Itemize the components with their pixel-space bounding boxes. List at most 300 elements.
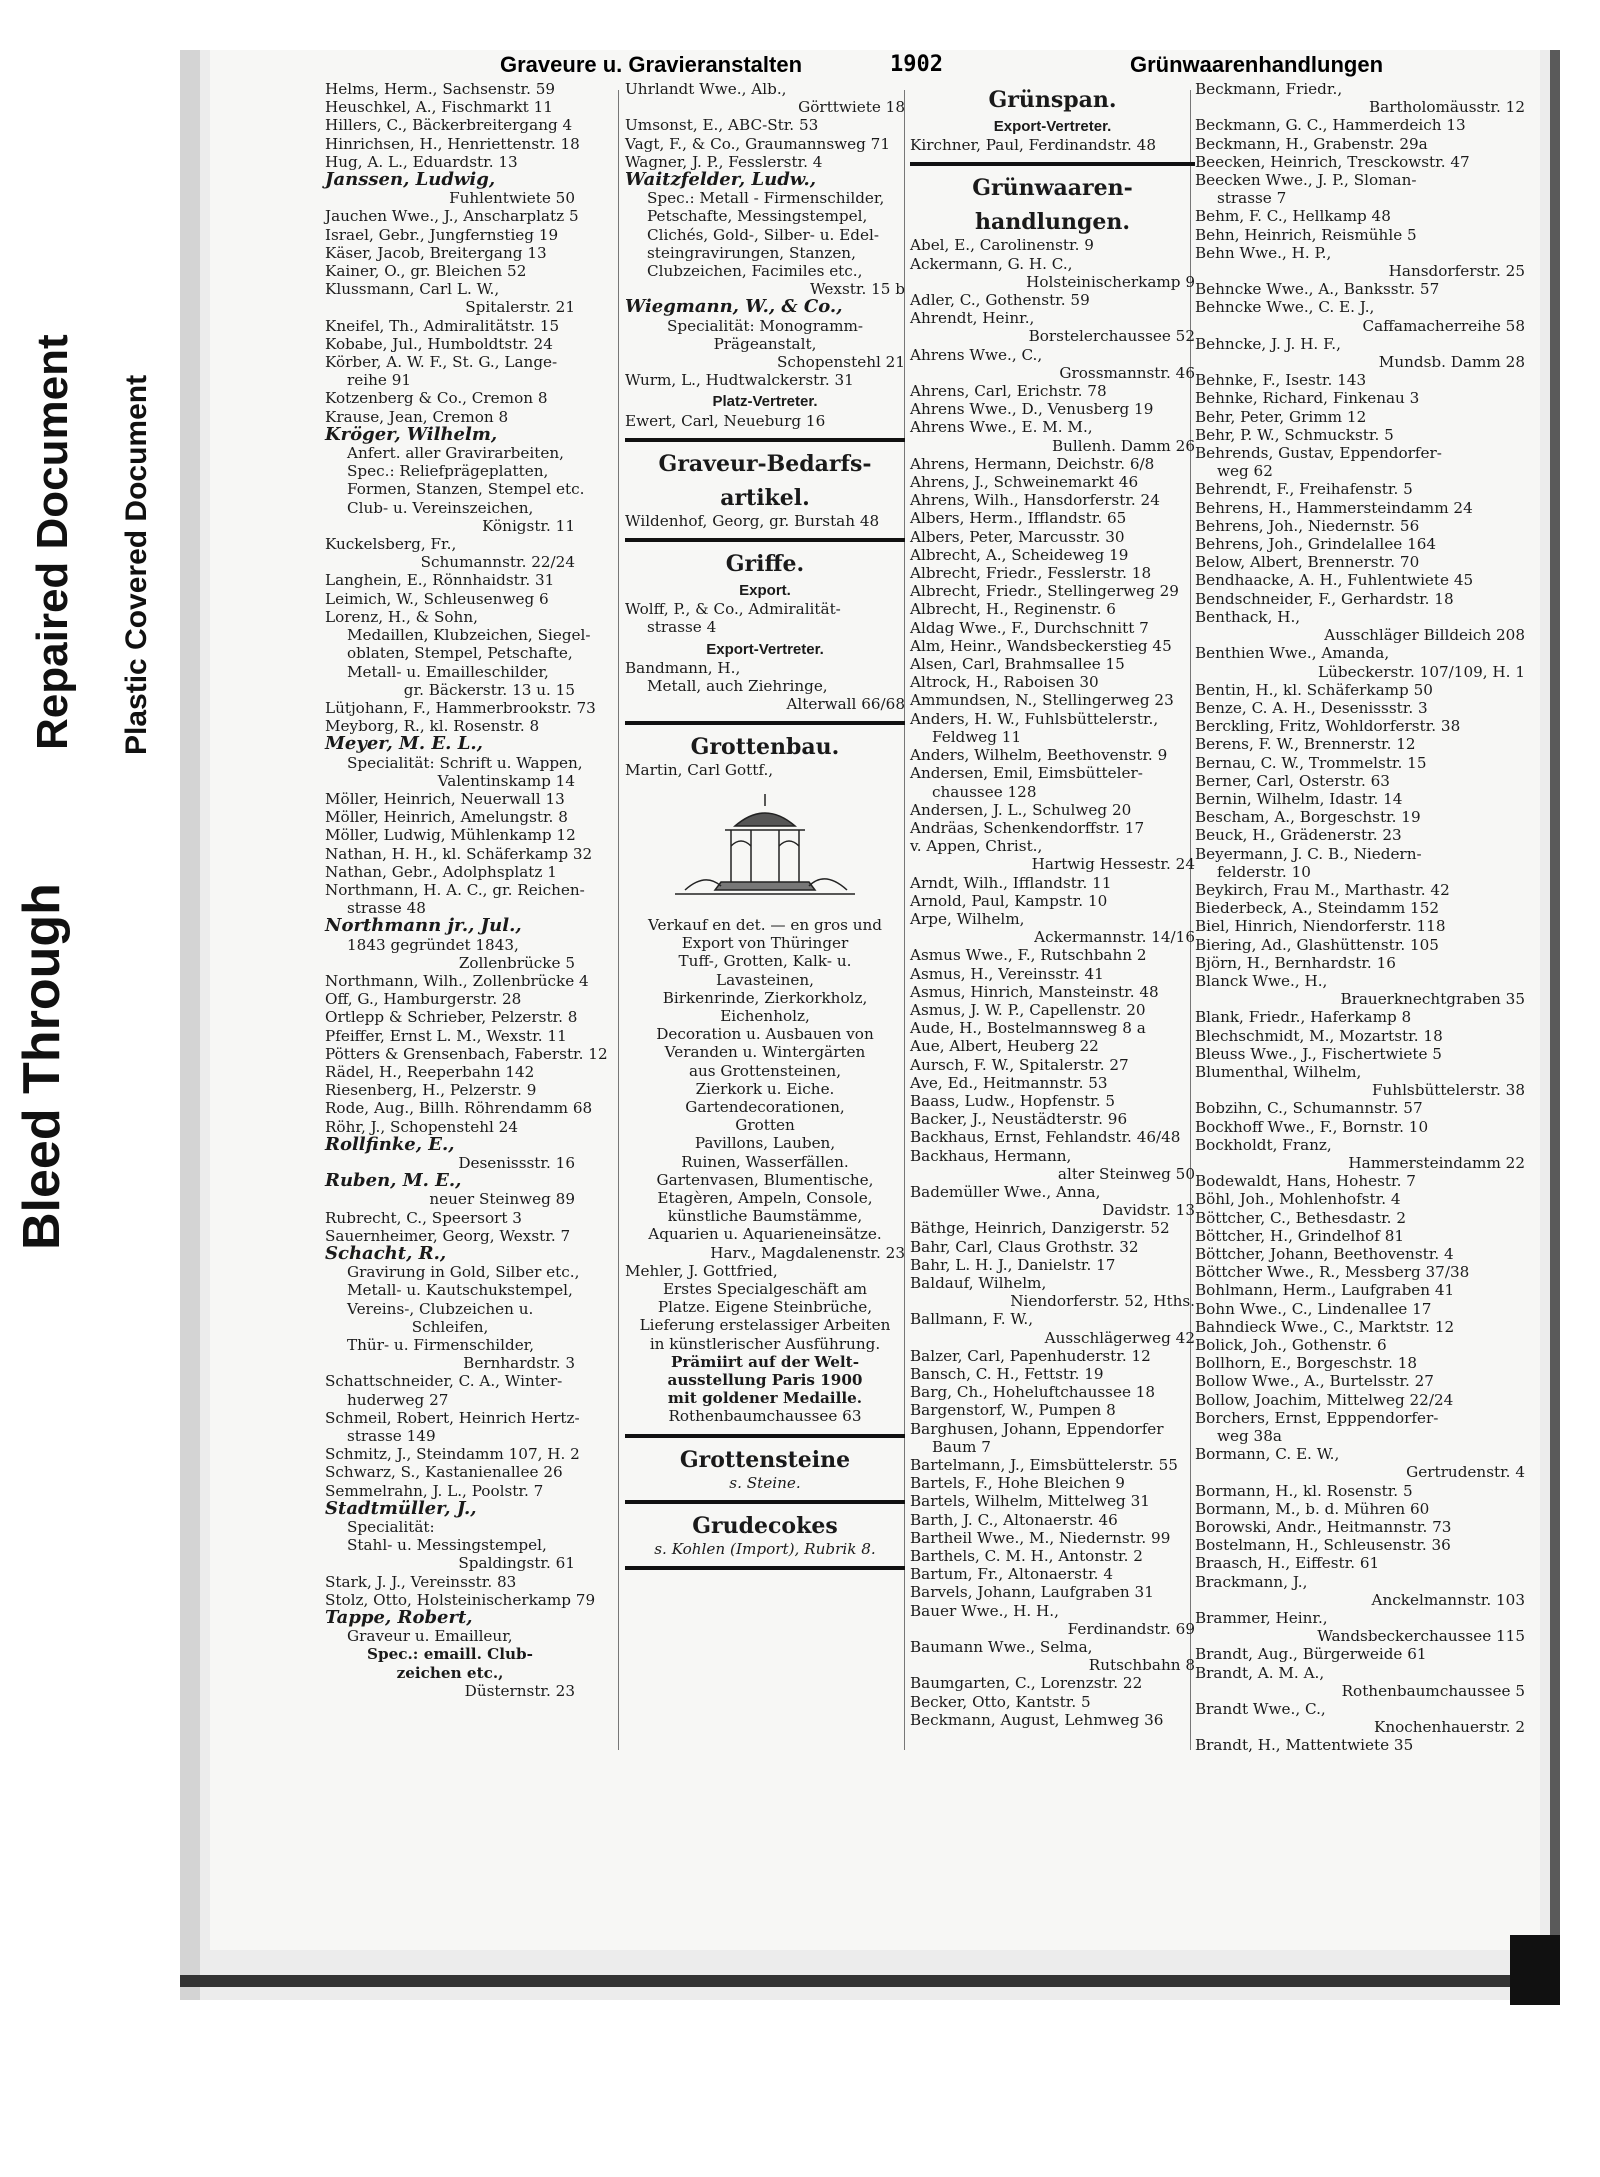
directory-line: Bauer Wwe., H. H., bbox=[910, 1601, 1059, 1620]
directory-line: Harv., Magdalenenstr. 23 bbox=[710, 1243, 905, 1262]
directory-line: Bolick, Joh., Gothenstr. 6 bbox=[1195, 1336, 1387, 1355]
directory-line: Benthack, H., bbox=[1195, 607, 1301, 626]
directory-line: Bartelmann, J., Eimsbüttelerstr. 55 bbox=[910, 1456, 1178, 1475]
directory-line: 1843 gegründet 1843, bbox=[347, 935, 519, 954]
directory-line: Beecken Wwe., J. P., Sloman- bbox=[1195, 171, 1417, 190]
directory-line: Ave, Ed., Heitmannstr. 53 bbox=[910, 1073, 1108, 1092]
directory-line: Pfeiffer, Ernst L. M., Wexstr. 11 bbox=[325, 1026, 567, 1045]
directory-line: Spec.: Metall - Firmenschilder, bbox=[647, 189, 885, 208]
directory-line: Behrendt, F., Freihafenstr. 5 bbox=[1195, 480, 1413, 499]
directory-line: Verkauf en det. — en gros und bbox=[647, 915, 883, 934]
directory-line: Brandt, H., Mattentwiete 35 bbox=[1195, 1736, 1414, 1755]
directory-line: Krause, Jean, Cremon 8 bbox=[325, 407, 509, 426]
directory-line: Petschafte, Messingstempel, bbox=[647, 207, 868, 226]
directory-line: Braasch, H., Eiffestr. 61 bbox=[1195, 1554, 1380, 1573]
directory-line: ausstellung Paris 1900 bbox=[667, 1370, 863, 1389]
directory-line: Knochenhauerstr. 2 bbox=[1374, 1718, 1525, 1737]
directory-line: Spec.: Reliefprägeplatten, bbox=[347, 462, 549, 481]
directory-line: Bleuss Wwe., J., Fischertwiete 5 bbox=[1195, 1044, 1442, 1063]
directory-line: steingravirungen, Stanzen, bbox=[647, 243, 856, 262]
directory-line: Andersen, Emil, Eimsbütteler- bbox=[910, 764, 1143, 783]
scan-edge bbox=[1550, 50, 1560, 2000]
directory-line: Semmelrahn, J. L., Poolstr. 7 bbox=[325, 1481, 544, 1500]
section-heading: Grottenbau. bbox=[690, 734, 840, 761]
directory-line: Ahrens Wwe., E. M. M., bbox=[910, 418, 1093, 437]
directory-line: Hansdorferstr. 25 bbox=[1388, 262, 1525, 281]
directory-line: Bendschneider, F., Gerhardstr. 18 bbox=[1195, 589, 1454, 608]
directory-line: Backhaus, Hermann, bbox=[910, 1146, 1072, 1165]
directory-line: Lavasteinen, bbox=[716, 970, 814, 989]
directory-line: Ewert, Carl, Neueburg 16 bbox=[625, 411, 826, 430]
directory-line: Baldauf, Wilhelm, bbox=[910, 1273, 1047, 1292]
directory-line: Behnke, Richard, Finkenau 3 bbox=[1195, 389, 1420, 408]
directory-line: Asmus, J. W. P., Capellenstr. 20 bbox=[910, 1000, 1146, 1019]
directory-line: neuer Steinweg 89 bbox=[429, 1190, 575, 1209]
directory-line: Northmann, H. A. C., gr. Reichen- bbox=[325, 880, 585, 899]
directory-line: Ahrens Wwe., D., Venusberg 19 bbox=[910, 400, 1154, 419]
directory-line: Club- u. Vereinszeichen, bbox=[347, 498, 534, 517]
directory-line: Lieferung erstelassiger Arbeiten bbox=[639, 1316, 891, 1335]
directory-line: Vagt, F., & Co., Graumannsweg 71 bbox=[625, 134, 890, 153]
column-rule bbox=[618, 90, 619, 1750]
directory-line: Bartheil Wwe., M., Niedernstr. 99 bbox=[910, 1528, 1171, 1547]
directory-line: Bandmann, H., bbox=[625, 658, 741, 677]
directory-line: Ahrens, Wilh., Hansdorferstr. 24 bbox=[910, 491, 1160, 510]
directory-line: Behn Wwe., H. P., bbox=[1195, 243, 1332, 262]
directory-line: Specialität: bbox=[347, 1518, 435, 1537]
directory-line: Veranden u. Wintergärten bbox=[664, 1043, 866, 1062]
directory-line: Asmus Wwe., F., Rutschbahn 2 bbox=[910, 946, 1147, 965]
directory-line: Uhrlandt Wwe., Alb., bbox=[625, 80, 787, 98]
directory-line: Rothenbaumchaussee 5 bbox=[1341, 1681, 1525, 1700]
directory-line: Baumgarten, C., Lorenzstr. 22 bbox=[910, 1674, 1143, 1693]
column-3 bbox=[910, 80, 1195, 1729]
directory-line: Alsen, Carl, Brahmsallee 15 bbox=[910, 655, 1125, 674]
directory-line: Biel, Hinrich, Niendorferstr. 118 bbox=[1195, 917, 1446, 936]
directory-line: Abel, E., Carolinenstr. 9 bbox=[910, 236, 1094, 255]
directory-line: Ahrendt, Heinr., bbox=[910, 309, 1035, 328]
directory-page bbox=[210, 50, 1540, 1950]
directory-line: Bollhorn, E., Borgeschstr. 18 bbox=[1195, 1354, 1418, 1373]
directory-line: Balzer, Carl, Papenhuderstr. 12 bbox=[910, 1346, 1151, 1365]
directory-line: Barg, Ch., Hoheluftchaussee 18 bbox=[910, 1383, 1156, 1402]
directory-line: Barghusen, Johann, Eppendorfer bbox=[910, 1419, 1164, 1438]
directory-line: Bohn Wwe., C., Lindenallee 17 bbox=[1195, 1299, 1432, 1318]
section-divider bbox=[625, 1566, 905, 1570]
directory-line: Fuhlsbüttelerstr. 38 bbox=[1371, 1081, 1525, 1100]
directory-line: Schacht, R., bbox=[325, 1243, 447, 1264]
directory-line: Bernhardstr. 3 bbox=[463, 1354, 575, 1373]
directory-line: Bostelmann, H., Schleusenstr. 36 bbox=[1195, 1536, 1451, 1555]
directory-line: Janssen, Ludwig, bbox=[325, 169, 496, 191]
section-heading: handlungen. bbox=[974, 209, 1130, 236]
directory-line: Röhr, J., Schopenstehl 24 bbox=[325, 1117, 519, 1136]
subsection-heading: Platz-Vertreter. bbox=[712, 393, 818, 411]
directory-line: Arnold, Paul, Kampstr. 10 bbox=[910, 891, 1108, 910]
directory-line: chaussee 128 bbox=[932, 782, 1037, 801]
directory-line: Clubzeichen, Facimiles etc., bbox=[647, 262, 863, 281]
directory-line: strasse 7 bbox=[1217, 189, 1287, 208]
directory-line: Schumannstr. 22/24 bbox=[420, 553, 575, 572]
directory-line: Wildenhof, Georg, gr. Burstah 48 bbox=[625, 511, 880, 530]
directory-line: Niendorferstr. 52, Hths. bbox=[1010, 1292, 1195, 1311]
directory-line: Grotten bbox=[735, 1116, 795, 1135]
directory-line: Platze. Eigene Steinbrüche, bbox=[657, 1298, 873, 1317]
directory-line: Baass, Ludw., Hopfenstr. 5 bbox=[910, 1091, 1116, 1110]
directory-line: Bormann, H., kl. Rosenstr. 5 bbox=[1195, 1481, 1413, 1500]
directory-line: Bollow Wwe., A., Burtelsstr. 27 bbox=[1195, 1372, 1434, 1391]
directory-line: Bahr, L. H. J., Danielstr. 17 bbox=[910, 1255, 1116, 1274]
directory-line: Metall- u. Kautschukstempel, bbox=[347, 1281, 573, 1300]
directory-line: Böhl, Joh., Mohlenhofstr. 4 bbox=[1195, 1190, 1401, 1209]
directory-line: Björn, H., Bernhardstr. 16 bbox=[1195, 953, 1396, 972]
directory-line: Böttcher, H., Grindelhof 81 bbox=[1195, 1226, 1405, 1245]
directory-line: strasse 48 bbox=[347, 899, 426, 918]
directory-line: Hillers, C., Bäckerbreitergang 4 bbox=[325, 116, 573, 135]
directory-line: Tappe, Robert, bbox=[325, 1607, 473, 1629]
directory-line: Metall, auch Ziehringe, bbox=[647, 677, 828, 696]
directory-line: strasse 149 bbox=[347, 1427, 436, 1446]
directory-line: Lorenz, H., & Sohn, bbox=[325, 607, 478, 626]
directory-line: Becker, Otto, Kantstr. 5 bbox=[910, 1692, 1091, 1711]
scan-bottom-edge bbox=[180, 1975, 1560, 1987]
directory-line: Beuck, H., Grädenerstr. 23 bbox=[1195, 826, 1402, 845]
directory-line: Beckmann, August, Lehmweg 36 bbox=[910, 1710, 1164, 1729]
directory-line: Bargenstorf, W., Pumpen 8 bbox=[910, 1401, 1116, 1420]
directory-line: Spaldingstr. 61 bbox=[458, 1554, 575, 1573]
directory-line: Behnke, F., Isestr. 143 bbox=[1195, 371, 1367, 390]
directory-line: Schmitz, J., Steindamm 107, H. 2 bbox=[325, 1445, 580, 1464]
directory-line: Borowski, Andr., Heitmannstr. 73 bbox=[1195, 1518, 1452, 1537]
directory-line: Tuff-, Grotten, Kalk- u. bbox=[678, 952, 852, 971]
directory-line: Lütjohann, F., Hammerbrookstr. 73 bbox=[325, 698, 596, 717]
directory-line: Rutschbahn 8 bbox=[1088, 1656, 1195, 1675]
column-2 bbox=[625, 80, 905, 1578]
directory-line: Biederbeck, A., Steindamm 152 bbox=[1195, 899, 1440, 918]
directory-line: Off, G., Hamburgerstr. 28 bbox=[325, 990, 522, 1009]
directory-line: Beckmann, G. C., Hammerdeich 13 bbox=[1195, 116, 1466, 135]
directory-line: Bademüller Wwe., Anna, bbox=[910, 1182, 1101, 1201]
directory-line: Zollenbrücke 5 bbox=[458, 953, 575, 972]
directory-line: Bohlmann, Herm., Laufgraben 41 bbox=[1195, 1281, 1455, 1300]
directory-line: Bernin, Wilhelm, Idastr. 14 bbox=[1195, 789, 1403, 808]
directory-line: Ackermannstr. 14/16 bbox=[1034, 928, 1195, 947]
directory-line: Klussmann, Carl L. W., bbox=[325, 280, 500, 299]
directory-line: Export von Thüringer bbox=[681, 934, 849, 953]
directory-line: Anders, Wilhelm, Beethovenstr. 9 bbox=[910, 746, 1168, 765]
directory-line: Wolff, P., & Co., Admiralität- bbox=[625, 600, 841, 619]
directory-line: Asmus, Hinrich, Mansteinstr. 48 bbox=[910, 982, 1159, 1001]
directory-line: Görttwiete 18 bbox=[798, 98, 905, 117]
directory-line: alter Steinweg 50 bbox=[1057, 1164, 1195, 1183]
directory-line: Böttcher, C., Bethesdastr. 2 bbox=[1195, 1208, 1406, 1227]
directory-line: Bernau, C. W., Trommelstr. 15 bbox=[1195, 753, 1427, 772]
directory-line: Berens, F. W., Brennerstr. 12 bbox=[1195, 735, 1416, 754]
directory-line: Bentin, H., kl. Schäferkamp 50 bbox=[1195, 680, 1433, 699]
directory-line: Langhein, E., Rönnhaidstr. 31 bbox=[325, 571, 555, 590]
directory-line: Wandsbeckerchaussee 115 bbox=[1317, 1627, 1525, 1646]
directory-line: Sauernheimer, Georg, Wexstr. 7 bbox=[325, 1226, 571, 1245]
directory-line: Schleifen, bbox=[411, 1317, 489, 1336]
directory-line: Blank, Friedr., Haferkamp 8 bbox=[1195, 1008, 1412, 1027]
directory-line: v. Appen, Christ., bbox=[910, 837, 1043, 856]
directory-line: Grossmannstr. 46 bbox=[1059, 363, 1195, 382]
directory-line: Heuschkel, A., Fischmarkt 11 bbox=[325, 98, 553, 117]
directory-line: Blumenthal, Wilhelm, bbox=[1195, 1062, 1362, 1081]
directory-line: s. Kohlen (Import), Rubrik 8. bbox=[654, 1539, 876, 1558]
directory-line: Andräas, Schenkendorffstr. 17 bbox=[910, 818, 1145, 837]
directory-line: Gartenvasen, Blumentische, bbox=[656, 1170, 874, 1189]
directory-line: Nathan, H. H., kl. Schäferkamp 32 bbox=[325, 844, 593, 863]
directory-line: Ortlepp & Schrieber, Pelzerstr. 8 bbox=[325, 1008, 578, 1027]
directory-line: Wexstr. 15 b bbox=[810, 280, 905, 299]
directory-line: Hartwig Hessestr. 24 bbox=[1031, 855, 1195, 874]
directory-line: Pötters & Grensenbach, Faberstr. 12 bbox=[325, 1044, 608, 1063]
directory-line: Bobzihn, C., Schumannstr. 57 bbox=[1195, 1099, 1423, 1118]
directory-line: Ahrens, Hermann, Deichstr. 6/8 bbox=[910, 454, 1155, 473]
directory-line: Northmann jr., Jul., bbox=[325, 915, 522, 937]
directory-line: Kneifel, Th., Admiralitätstr. 15 bbox=[325, 316, 560, 335]
directory-line: Lübeckerstr. 107/109, H. 1 bbox=[1318, 662, 1525, 681]
scan-margin bbox=[180, 50, 200, 2000]
scanned-page bbox=[180, 50, 1560, 2000]
directory-line: Birkenrinde, Zierkorkholz, bbox=[662, 988, 868, 1007]
section-divider bbox=[625, 438, 905, 442]
directory-line: Rubrecht, C., Speersort 3 bbox=[325, 1208, 522, 1227]
directory-line: Ruben, M. E., bbox=[325, 1170, 462, 1192]
directory-line: Erstes Specialgeschäft am bbox=[662, 1279, 868, 1298]
subsection-heading: Export-Vertreter. bbox=[993, 118, 1112, 135]
directory-line: Schmeil, Robert, Heinrich Hertz- bbox=[325, 1408, 580, 1427]
directory-line: Behncke Wwe., A., Banksstr. 57 bbox=[1195, 280, 1440, 299]
directory-line: Baum 7 bbox=[932, 1437, 991, 1456]
directory-line: Zierkork u. Eiche. bbox=[695, 1079, 835, 1098]
directory-line: Backer, J., Neustädterstr. 96 bbox=[910, 1110, 1128, 1129]
directory-line: Kirchner, Paul, Ferdinandstr. 48 bbox=[910, 136, 1156, 155]
directory-line: Waitzfelder, Ludw., bbox=[625, 169, 817, 191]
directory-line: gr. Bäckerstr. 13 u. 15 bbox=[403, 680, 575, 699]
directory-line: Ausschlägerweg 42 bbox=[1044, 1328, 1195, 1347]
directory-line: Albers, Herm., Ifflandstr. 65 bbox=[910, 509, 1127, 528]
column-4 bbox=[1195, 80, 1525, 1755]
header-year: 1902 bbox=[890, 52, 943, 77]
directory-line: Böttcher Wwe., R., Messberg 37/38 bbox=[1195, 1263, 1470, 1282]
directory-line: Spec.: emaill. Club- bbox=[367, 1645, 533, 1664]
directory-line: Schwarz, S., Kastanienallee 26 bbox=[325, 1463, 563, 1482]
directory-line: Below, Albert, Brennerstr. 70 bbox=[1195, 553, 1420, 572]
directory-line: Umsonst, E., ABC-Str. 53 bbox=[625, 116, 819, 135]
directory-line: weg 62 bbox=[1217, 462, 1273, 481]
directory-line: Leimich, W., Schleusenweg 6 bbox=[325, 589, 549, 608]
directory-line: Bartholomäusstr. 12 bbox=[1368, 98, 1525, 117]
directory-line: Beecken, Heinrich, Tresckowstr. 47 bbox=[1195, 152, 1470, 171]
directory-line: Bormann, C. E. W., bbox=[1195, 1445, 1340, 1464]
directory-line: Clichés, Gold-, Silber- u. Edel- bbox=[647, 225, 879, 244]
directory-line: Bäthge, Heinrich, Danzigerstr. 52 bbox=[910, 1219, 1170, 1238]
directory-line: Hug, A. L., Eduardstr. 13 bbox=[325, 152, 518, 171]
directory-line: oblaten, Stempel, Petschafte, bbox=[347, 644, 573, 663]
directory-line: Ahrens, Carl, Erichstr. 78 bbox=[910, 382, 1107, 401]
directory-line: Benze, C. A. H., Desenissstr. 3 bbox=[1195, 698, 1428, 717]
directory-line: Medaillen, Klubzeichen, Siegel- bbox=[347, 626, 591, 645]
directory-line: felderstr. 10 bbox=[1217, 862, 1311, 881]
directory-line: Prämiirt auf der Welt- bbox=[670, 1352, 860, 1371]
subsection-heading: Export-Vertreter. bbox=[706, 640, 824, 658]
directory-line: Pavillons, Lauben, bbox=[694, 1134, 836, 1153]
directory-line: Möller, Heinrich, Neuerwall 13 bbox=[325, 789, 565, 808]
directory-line: Stahl- u. Messingstempel, bbox=[347, 1536, 547, 1555]
directory-line: Caffamacherreihe 58 bbox=[1362, 316, 1525, 335]
directory-line: Beckmann, H., Grabenstr. 29a bbox=[1195, 134, 1428, 153]
directory-line: Beykirch, Frau M., Marthastr. 42 bbox=[1195, 880, 1450, 899]
directory-line: Specialität: Schrift u. Wappen, bbox=[347, 753, 583, 772]
directory-line: Bartels, Wilhelm, Mittelweg 31 bbox=[910, 1492, 1150, 1511]
directory-line: Barth, J. C., Altonaerstr. 46 bbox=[910, 1510, 1118, 1529]
directory-line: Bodewaldt, Hans, Hohestr. 7 bbox=[1195, 1172, 1416, 1191]
directory-line: Königstr. 11 bbox=[482, 516, 575, 535]
directory-line: Behr, Peter, Grimm 12 bbox=[1195, 407, 1367, 426]
section-heading: Grünwaaren- bbox=[972, 175, 1133, 202]
directory-line: Hinrichsen, H., Henriettenstr. 18 bbox=[325, 134, 580, 153]
directory-line: reihe 91 bbox=[347, 371, 412, 390]
directory-line: Anckelmannstr. 103 bbox=[1371, 1590, 1525, 1609]
section-heading: Griffe. bbox=[725, 551, 805, 578]
directory-line: Möller, Ludwig, Mühlenkamp 12 bbox=[325, 826, 576, 845]
directory-line: Meyer, M. E. L., bbox=[325, 733, 483, 755]
subsection-heading: Export. bbox=[739, 582, 791, 600]
directory-line: Baumann Wwe., Selma, bbox=[910, 1638, 1093, 1657]
section-heading: Grottensteine bbox=[679, 1446, 851, 1473]
directory-line: Körber, A. W. F., St. G., Lange- bbox=[325, 353, 558, 372]
directory-line: Valentinskamp 14 bbox=[437, 771, 575, 790]
directory-line: Kainer, O., gr. Bleichen 52 bbox=[325, 262, 527, 281]
directory-line: Schopenstehl 21 bbox=[776, 353, 905, 372]
directory-line: Behncke, J. J. H. F., bbox=[1195, 334, 1341, 353]
directory-line: Ahrens Wwe., C., bbox=[910, 345, 1043, 364]
section-divider bbox=[910, 162, 1195, 166]
directory-line: Meyborg, R., kl. Rosenstr. 8 bbox=[325, 717, 540, 736]
directory-line: Möller, Heinrich, Amelungstr. 8 bbox=[325, 808, 568, 827]
directory-line: Adler, C., Gothenstr. 59 bbox=[910, 291, 1090, 310]
directory-line: Rollfinke, E., bbox=[325, 1133, 455, 1155]
directory-line: Fuhlentwiete 50 bbox=[449, 189, 575, 208]
directory-line: Bockholdt, Franz, bbox=[1195, 1135, 1332, 1154]
directory-line: Ferdinandstr. 69 bbox=[1067, 1619, 1195, 1638]
directory-line: Albrecht, A., Scheideweg 19 bbox=[910, 545, 1129, 564]
directory-line: künstliche Baumstämme, bbox=[667, 1207, 863, 1226]
directory-line: Bahndieck Wwe., C., Marktstr. 12 bbox=[1195, 1317, 1455, 1336]
directory-line: Schattschneider, C. A., Winter- bbox=[325, 1372, 563, 1391]
directory-line: Aldag Wwe., F., Durchschnitt 7 bbox=[910, 618, 1149, 637]
directory-line: Nathan, Gebr., Adolphsplatz 1 bbox=[325, 862, 557, 881]
directory-line: Stolz, Otto, Holsteinischerkamp 79 bbox=[325, 1590, 596, 1609]
directory-line: Stadtmüller, J., bbox=[325, 1497, 477, 1519]
directory-line: Barthels, C. M. H., Antonstr. 2 bbox=[910, 1547, 1143, 1566]
directory-line: Hammersteindamm 22 bbox=[1348, 1153, 1525, 1172]
directory-line: Arpe, Wilhelm, bbox=[910, 909, 1025, 928]
directory-line: Mundsb. Damm 28 bbox=[1378, 353, 1525, 372]
directory-line: Albrecht, Friedr., Stellingerweg 29 bbox=[910, 582, 1179, 601]
gazebo-illustration bbox=[665, 786, 865, 910]
directory-line: Metall- u. Emailleschilder, bbox=[347, 662, 549, 681]
directory-line: Blanck Wwe., H., bbox=[1195, 971, 1328, 990]
directory-line: Rädel, H., Reeperbahn 142 bbox=[325, 1062, 535, 1081]
directory-line: Bartels, F., Hohe Bleichen 9 bbox=[910, 1474, 1125, 1493]
directory-line: huderweg 27 bbox=[347, 1390, 449, 1409]
directory-line: in künstlerischer Ausführung. bbox=[649, 1334, 881, 1353]
directory-line: Arndt, Wilh., Ifflandstr. 11 bbox=[910, 873, 1112, 892]
directory-line: Davidstr. 13 bbox=[1102, 1201, 1195, 1220]
directory-line: Thür- u. Firmenschilder, bbox=[347, 1336, 535, 1355]
directory-line: Brandt, Aug., Bürgerweide 61 bbox=[1195, 1645, 1427, 1664]
directory-line: Asmus, H., Vereinsstr. 41 bbox=[910, 964, 1104, 983]
section-heading: Grudecokes bbox=[692, 1512, 838, 1539]
directory-line: Wiegmann, W., & Co., bbox=[625, 296, 843, 318]
section-heading: Graveur-Bedarfs- bbox=[658, 450, 872, 477]
directory-line: Riesenberg, H., Pelzerstr. 9 bbox=[325, 1081, 537, 1100]
page-header bbox=[210, 52, 1540, 82]
directory-line: Behm, F. C., Hellkamp 48 bbox=[1195, 207, 1391, 226]
directory-line: Alterwall 66/68 bbox=[786, 695, 905, 714]
directory-line: Ahrens, J., Schweinemarkt 46 bbox=[910, 473, 1139, 492]
directory-line: Israel, Gebr., Jungfernstieg 19 bbox=[325, 225, 559, 244]
directory-line: Behr, P. W., Schmuckstr. 5 bbox=[1195, 425, 1394, 444]
directory-line: Aquarien u. Aquarieneinsätze. bbox=[648, 1225, 882, 1244]
directory-line: Ackermann, G. H. C., bbox=[910, 254, 1073, 273]
section-divider bbox=[625, 721, 905, 725]
directory-line: Wurm, L., Hudtwalckerstr. 31 bbox=[625, 371, 854, 390]
directory-line: Stark, J. J., Vereinsstr. 83 bbox=[325, 1572, 517, 1591]
directory-line: aus Grottensteinen, bbox=[688, 1061, 842, 1080]
directory-line: Etagèren, Ampeln, Console, bbox=[657, 1188, 873, 1207]
directory-line: Behrens, Joh., Grindelallee 164 bbox=[1195, 535, 1437, 554]
directory-line: Behncke Wwe., C. E. J., bbox=[1195, 298, 1375, 317]
directory-line: Bescham, A., Borgeschstr. 19 bbox=[1195, 808, 1421, 827]
directory-line: Wagner, J. P., Fesslerstr. 4 bbox=[625, 152, 823, 171]
directory-line: Ausschläger Billdeich 208 bbox=[1324, 626, 1525, 645]
scan-corner-block bbox=[1510, 1935, 1560, 2005]
directory-line: Decoration u. Ausbauen von bbox=[656, 1025, 874, 1044]
directory-line: Kuckelsberg, Fr., bbox=[325, 535, 457, 554]
directory-line: Bartum, Fr., Altonaerstr. 4 bbox=[910, 1565, 1113, 1584]
directory-line: Beckmann, Friedr., bbox=[1195, 80, 1343, 98]
directory-line: Anfert. aller Gravirarbeiten, bbox=[347, 444, 564, 463]
label-bleed-through: Bleed Through bbox=[13, 883, 71, 1250]
directory-line: Borstelerchaussee 52 bbox=[1028, 327, 1195, 346]
section-heading: artikel. bbox=[720, 484, 810, 511]
directory-line: Aude, H., Bostelmannsweg 8 a bbox=[910, 1019, 1146, 1038]
directory-line: Graveur u. Emailleur, bbox=[347, 1627, 513, 1646]
directory-line: s. Steine. bbox=[729, 1473, 801, 1492]
label-repaired-document: Repaired Document bbox=[28, 334, 77, 750]
directory-line: Holsteinischerkamp 9 bbox=[1026, 272, 1195, 291]
directory-line: Brandt Wwe., C., bbox=[1195, 1700, 1326, 1719]
directory-line: Bahr, Carl, Claus Grothstr. 32 bbox=[910, 1237, 1139, 1256]
directory-line: strasse 4 bbox=[647, 618, 717, 637]
directory-line: mit goldener Medaille. bbox=[667, 1389, 863, 1408]
directory-line: Blechschmidt, M., Mozartstr. 18 bbox=[1195, 1026, 1443, 1045]
directory-line: Bendhaacke, A. H., Fuhlentwiete 45 bbox=[1195, 571, 1474, 590]
directory-line: Rode, Aug., Billh. Röhrendamm 68 bbox=[325, 1099, 593, 1118]
directory-line: Käser, Jacob, Breitergang 13 bbox=[325, 243, 547, 262]
directory-line: Eichenholz, bbox=[720, 1006, 810, 1025]
directory-line: zeichen etc., bbox=[396, 1663, 504, 1682]
section-divider bbox=[625, 1434, 905, 1438]
directory-line: Barvels, Johann, Laufgraben 31 bbox=[910, 1583, 1154, 1602]
directory-line: Helms, Herm., Sachsenstr. 59 bbox=[325, 80, 556, 98]
directory-line: Albers, Peter, Marcusstr. 30 bbox=[910, 527, 1125, 546]
directory-line: Gravirung in Gold, Silber etc., bbox=[347, 1263, 580, 1282]
